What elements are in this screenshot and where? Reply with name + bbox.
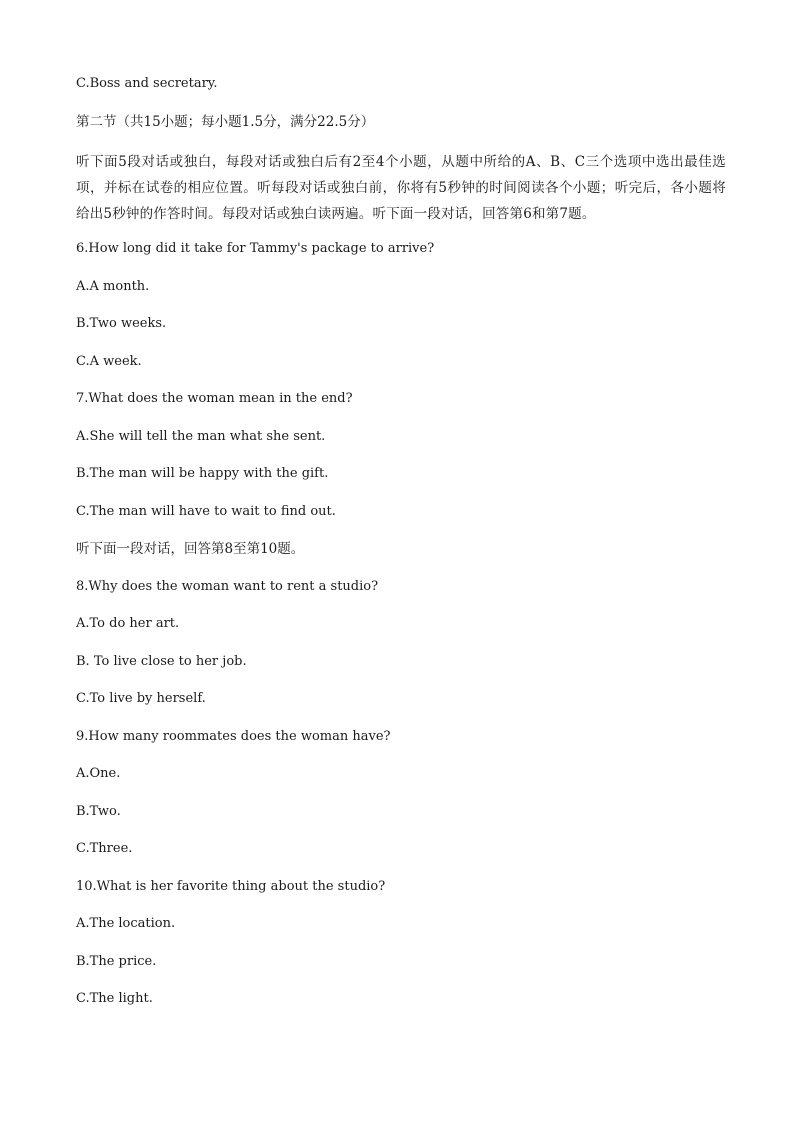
option-a-q7: A.She will tell the man what she sent. [76, 428, 326, 444]
option-a-q6: A.A month. [76, 278, 150, 294]
question-7: 7.What does the woman mean in the end? [76, 391, 353, 406]
option-a-q8: A.To do her art. [76, 616, 180, 631]
option-a-q9: A.One. [76, 766, 121, 781]
option-c-q9: C.Three. [76, 841, 133, 856]
option-b-q10: B.The price. [76, 953, 157, 969]
option-c-q5: C.Boss and secretary. [76, 76, 218, 91]
option-c-q8: C.To live by herself. [76, 691, 206, 706]
option-c-q7: C.The man will have to wait to find out. [76, 503, 336, 519]
option-c-q6: C.A week. [76, 353, 142, 369]
option-b-q9: B.Two. [76, 803, 121, 819]
option-b-q7: B.The man will be happy with the gift. [76, 466, 329, 481]
dialogue-instruction: 听下面一段对话，回答第8至第10题。 [76, 541, 305, 557]
section-header: 第二节（共15小题；每小题1.5分，满分22.5分） [76, 113, 375, 130]
question-8: 8.Why does the woman want to rent a studio? [76, 578, 379, 594]
option-c-q10: C.The light. [76, 991, 153, 1006]
option-b-q8: B. To live close to her job. [76, 653, 247, 669]
option-a-q10: A.The location. [76, 916, 176, 931]
question-9: 9.How many roommates does the woman have? [76, 728, 391, 744]
exam-page [76, 74, 726, 1027]
question-10: 10.What is her favorite thing about the studio? [76, 878, 386, 894]
section-instructions: 听下面5段对话或独白，每段对话或独白后有2至4个小题，从题中所给的A、B、C三个选项中选出最佳选项，并标在试卷的相应位置。听每段对话或独白前，你将有5秒钟的时间阅读各个小题；听完后，各小题将给出5秒钟的作答时间。每段对话或独白读两遍。听下面一段对话，回答第6和第7题。 [76, 154, 726, 222]
option-b-q6: B.Two weeks. [76, 316, 167, 331]
question-6: 6.How long did it take for Tammy's package to arrive? [76, 241, 435, 256]
